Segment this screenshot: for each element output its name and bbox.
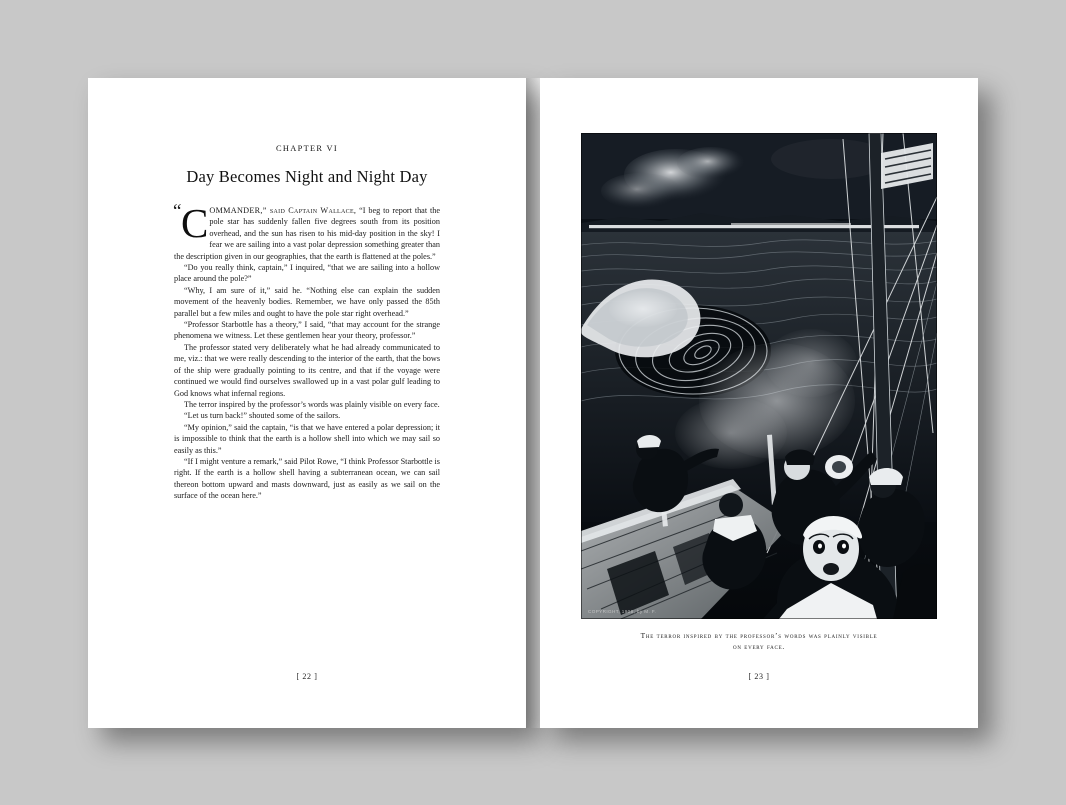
engraving-artwork: [581, 133, 937, 619]
paragraph: The professor stated very deliberately what he had already communicated to me, viz.: that we were really descending to the interior of the earth, that the bows of the ship were gradually pointing to its centre, and that if the voyage were continued we would find ourselves swallowed up in a vast polar gulf leading to God knows what infernal regions.: [174, 342, 440, 398]
paragraph: “If I might venture a remark,” said Pilot Rowe, “I think Professor Starbottle is right. If the earth is a hollow shell having a subterranean ocean, we can sail thereon bottom upward and masts downward, just as easily as we sail on the surface of the ocean here.”: [174, 456, 440, 501]
first-line-smallcaps: OMMANDER,” said Captain Wallace,: [209, 206, 357, 215]
drop-cap: C: [181, 200, 209, 246]
paragraph: “Let us turn back!” shouted some of the sailors.: [184, 411, 341, 421]
left-page: [88, 78, 526, 728]
page-number-left: [ 22 ]: [296, 672, 318, 681]
page-number-right: [ 23 ]: [748, 672, 770, 681]
paragraph: “Professor Starbottle has a theory,” I said, “that may account for the strange phenomena we witness. Let these gentlemen hear your theory, professor.”: [174, 320, 440, 341]
illustration-caption: [581, 630, 937, 652]
book-gutter: [526, 78, 540, 728]
paragraph: The terror inspired by the professor’s words was plainly visible on every face.: [184, 399, 440, 409]
storm-deck-engraving: [581, 133, 937, 619]
paragraph: “Why, I am sure of it,” said he. “Nothing else can explain the sudden movement of the heavenly bodies. Remember, we have only passed the 85th parallel but a few miles and ought to have the pole star right overhead.”: [174, 285, 440, 318]
prop-lantern: [825, 455, 853, 479]
book-spread: [88, 78, 978, 728]
paragraph-text: “I beg to report that the pole star has suddenly fallen five degrees south from its position overhead, and the sun has risen to his mid-day position in the sky! I fear we are sailing into a vast polar depression something greater than the description given in our geographies, that the earth is flattened at the poles.”: [174, 206, 440, 261]
chapter-title: Day Becomes Night and Night Day: [186, 167, 428, 186]
caption-line-2: on every face.: [732, 642, 786, 651]
artist-signature: COPYRIGHT, 1908, by M. F.: [588, 609, 657, 614]
left-page-text-column: [174, 144, 440, 502]
illustration-block: [581, 133, 937, 652]
chapter-label: CHAPTER VI: [276, 144, 338, 153]
paragraph: “My opinion,” said the captain, “is that we have entered a polar depression; it is impossible to think that the earth is a hollow shell into which we may sail so easily as this.”: [174, 422, 440, 455]
paragraph-first: [173, 200, 440, 262]
caption-line-1: The terror inspired by the professor’s words was plainly visible: [640, 631, 878, 640]
right-page: [540, 78, 978, 728]
open-quote-mark: “: [173, 201, 182, 222]
paragraph: “Do you really think, captain,” I inquired, “that we are sailing into a hollow place around the pole?”: [174, 263, 440, 284]
